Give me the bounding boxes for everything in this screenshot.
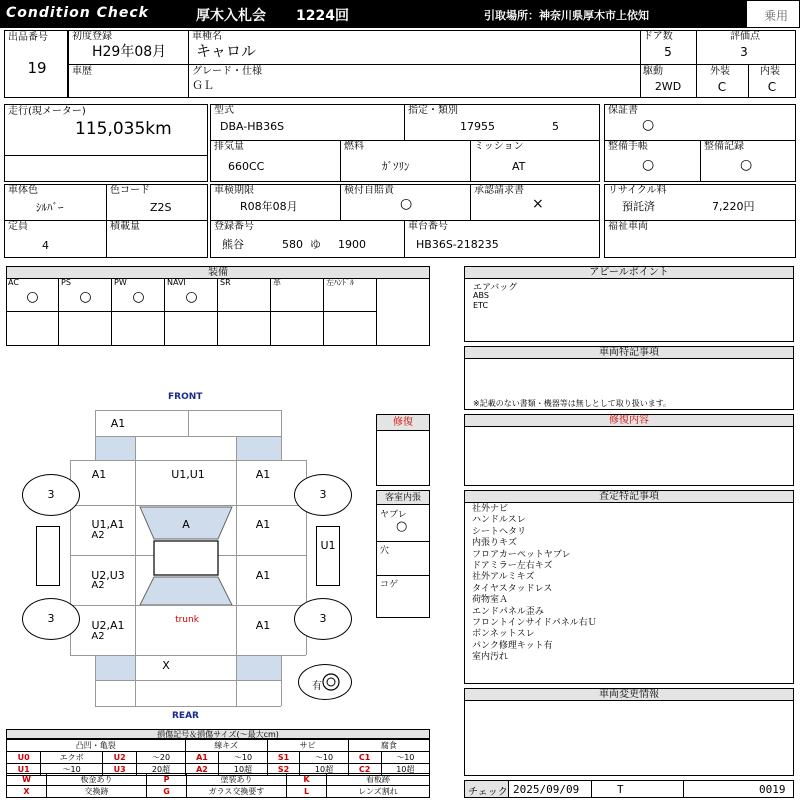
equipment-label: PS bbox=[61, 278, 71, 287]
legend-desc: 10超 bbox=[300, 764, 348, 776]
bonnet-top-mark: A1 bbox=[110, 417, 126, 430]
rr-quarter-mark: A1 bbox=[255, 619, 271, 632]
legend-desc: 交換跡 bbox=[47, 786, 147, 798]
equipment-col bbox=[271, 278, 324, 345]
appeal-panel bbox=[464, 266, 794, 342]
fuel-label: 燃料 bbox=[344, 141, 364, 152]
legend-code: L bbox=[287, 786, 327, 798]
exterior-value: C bbox=[717, 80, 727, 94]
fl-fender-mark: A1 bbox=[91, 468, 107, 481]
lot-number-cell bbox=[4, 30, 68, 98]
equipment-mark: ○ bbox=[26, 289, 39, 305]
assessment-line: 荷物室Ａ bbox=[472, 595, 509, 606]
legend-desc: ～10 bbox=[41, 764, 103, 776]
repair-box bbox=[376, 414, 430, 486]
tire-rear-right: 3 bbox=[294, 598, 352, 640]
color-label: 車体色 bbox=[8, 185, 38, 196]
equipment-label: NAVI bbox=[167, 278, 186, 287]
assessment-line: 室内汚れ bbox=[472, 652, 509, 663]
roof-front-mark: U1,U1 bbox=[171, 468, 205, 481]
equipment-label: SR bbox=[220, 278, 231, 287]
equipment-label: AC bbox=[8, 278, 19, 287]
front-left-corner bbox=[96, 437, 135, 460]
drive-label: 駆動 bbox=[643, 66, 663, 77]
capacity-value: 4 bbox=[42, 239, 49, 252]
equipment-col bbox=[165, 278, 218, 345]
insurance-value: ○ bbox=[400, 196, 413, 212]
exterior-label: 外装 bbox=[710, 66, 730, 77]
legend-repair-table bbox=[6, 773, 430, 798]
mission-label: ミッション bbox=[474, 141, 524, 152]
legend-desc: ～10 bbox=[300, 752, 348, 764]
trunk-label: trunk bbox=[175, 615, 199, 625]
interior-burn-label: コゲ bbox=[380, 580, 399, 590]
maintenance-label: 整備記録 bbox=[704, 141, 744, 152]
equipment-label: 革 bbox=[273, 278, 281, 287]
check-inspector: T bbox=[617, 783, 624, 796]
legend-desc: ～20 bbox=[137, 752, 185, 764]
equipment-col bbox=[59, 278, 112, 345]
displacement-value: 660CC bbox=[228, 160, 265, 173]
legend-code: S2 bbox=[267, 764, 300, 776]
legend-desc: ガラス交換要す bbox=[187, 786, 287, 798]
windshield-mark: A bbox=[182, 518, 190, 531]
special-notes-panel bbox=[464, 346, 794, 410]
rr-door-mark: A1 bbox=[255, 569, 271, 582]
warranty-value: ○ bbox=[642, 117, 655, 133]
assessment-line: ドアミラー左右キズ bbox=[472, 561, 553, 571]
assessment-panel bbox=[464, 490, 794, 684]
designation-label: 指定・類別 bbox=[408, 105, 458, 116]
model-name-value: キャロル bbox=[196, 42, 257, 60]
equipment-mark: ○ bbox=[132, 289, 145, 305]
spare-tire-label: 有 bbox=[312, 681, 322, 692]
plate-number: 1900 bbox=[338, 238, 366, 251]
fuel-value: ｶﾞｿﾘﾝ bbox=[382, 160, 410, 173]
rear-left-corner bbox=[96, 656, 135, 680]
type-label: 型式 bbox=[214, 105, 234, 116]
repair-title: 修復 bbox=[377, 415, 429, 431]
equipment-col bbox=[218, 278, 271, 345]
special-notes-disclaimer: ※記載のない書類・機器等は無しとして取り扱います。 bbox=[473, 399, 672, 408]
assessment-line: シートヘタリ bbox=[472, 526, 527, 537]
header-bar bbox=[0, 0, 800, 28]
legend-damage-table bbox=[6, 739, 430, 776]
assessment-line: ハンドルスレ bbox=[472, 515, 526, 526]
assessment-line: エンドパネル歪み bbox=[472, 606, 544, 617]
interior-hole-label: 穴 bbox=[380, 546, 390, 556]
roof-panel bbox=[154, 541, 218, 575]
rear-right-corner bbox=[237, 656, 281, 680]
auction-number: 1224回 bbox=[296, 8, 349, 24]
equipment-mark: ○ bbox=[79, 289, 92, 305]
color-code-label: 色コード bbox=[110, 185, 150, 196]
spare-tire-icon bbox=[322, 673, 340, 691]
legend-desc: レンズ割れ bbox=[327, 786, 430, 798]
legend-desc: 板金あり bbox=[47, 774, 147, 786]
category-label: 乗用 bbox=[764, 9, 789, 23]
fl-door-mark-2: A2 bbox=[91, 530, 105, 541]
assessment-line: パンク修理キット有 bbox=[472, 640, 553, 651]
repair-content-panel bbox=[464, 414, 794, 486]
rear-bumper-mark: X bbox=[162, 659, 170, 672]
model-name-label: 車種名 bbox=[192, 31, 222, 42]
right-mirror-mark: U1 bbox=[320, 539, 336, 552]
interior-box bbox=[376, 490, 430, 618]
load-label: 積載量 bbox=[110, 221, 140, 232]
auction-name: 厚木入札会 bbox=[196, 8, 266, 24]
type-value: DBA-HB36S bbox=[220, 120, 285, 133]
plate-label: 登録番号 bbox=[214, 221, 254, 232]
recycle-status: 預託済 bbox=[622, 200, 655, 213]
legend-desc: 20超 bbox=[137, 764, 185, 776]
legend-header-scratch: 線キズ bbox=[185, 740, 267, 752]
check-date: 2025/09/09 bbox=[513, 783, 580, 796]
front-label: FRONT bbox=[168, 392, 203, 402]
legend-header-dent: 凸凹・亀裂 bbox=[7, 740, 186, 752]
first-registration-label: 初度登録 bbox=[72, 31, 112, 42]
inspection-label: 車検期限 bbox=[214, 185, 254, 196]
interior-tear-label: ヤブレ bbox=[380, 510, 407, 520]
legend-code: U0 bbox=[7, 752, 41, 764]
doors-label: ドア数 bbox=[643, 31, 673, 42]
plate-kana: ゆ bbox=[310, 238, 321, 251]
grade-value: ＧＬ bbox=[192, 79, 214, 92]
drive-value: 2WD bbox=[654, 80, 682, 93]
manual-value: ○ bbox=[642, 157, 655, 173]
assessment-line: フロアカーペットヤブレ bbox=[472, 549, 571, 560]
legend-desc: ～10 bbox=[219, 752, 267, 764]
interior-label: 内装 bbox=[760, 66, 780, 77]
rear-glass bbox=[140, 577, 232, 605]
legend-desc: エクボ bbox=[41, 752, 103, 764]
legend-code: A2 bbox=[185, 764, 219, 776]
color-code-value: Z2S bbox=[150, 201, 172, 214]
plate-area: 熊谷 bbox=[222, 238, 244, 251]
appeal-title: アピールポイント bbox=[465, 267, 793, 279]
grade-label: グレード・仕様 bbox=[192, 66, 262, 77]
special-notes-title: 車両特記事項 bbox=[465, 347, 793, 359]
equipment-label: 左ﾊﾝﾄﾞﾙ bbox=[326, 278, 354, 287]
approval-value: × bbox=[532, 196, 544, 212]
legend-code: K bbox=[287, 774, 327, 786]
appeal-line-3: ETC bbox=[473, 301, 489, 310]
legend-code: U1 bbox=[7, 764, 41, 776]
legend-code: G bbox=[147, 786, 187, 798]
assessment-line: ボンネットスレ bbox=[472, 629, 535, 640]
legend-desc: 10超 bbox=[381, 764, 429, 776]
legend-code: C1 bbox=[348, 752, 381, 764]
brand-title: Condition Check bbox=[6, 5, 149, 21]
left-mirror bbox=[36, 526, 60, 586]
legend-desc: ～10 bbox=[381, 752, 429, 764]
equipment-label: PW bbox=[114, 278, 127, 287]
legend-code: W bbox=[7, 774, 47, 786]
legend-header-rust: サビ bbox=[267, 740, 348, 752]
check-row bbox=[464, 780, 794, 798]
legend-code: S1 bbox=[267, 752, 300, 764]
displacement-label: 排気量 bbox=[214, 141, 244, 152]
legend-code: P bbox=[147, 774, 187, 786]
mission-value: AT bbox=[512, 160, 526, 173]
fr-fender-mark: A1 bbox=[255, 468, 271, 481]
class-value: 5 bbox=[552, 120, 559, 133]
tire-front-right: 3 bbox=[294, 474, 352, 516]
legend-code: U3 bbox=[102, 764, 136, 776]
rear-label: REAR bbox=[172, 711, 199, 721]
lot-number-value: 19 bbox=[27, 59, 47, 77]
plate-class: 580 bbox=[282, 238, 303, 251]
assessment-title: 査定特記事項 bbox=[465, 491, 793, 503]
approval-label: 承認請求書 bbox=[474, 185, 524, 196]
manual-label: 整備手帳 bbox=[608, 141, 648, 152]
legend-code: C2 bbox=[348, 764, 381, 776]
designation-value: 17955 bbox=[460, 120, 495, 133]
legend-desc: 10超 bbox=[219, 764, 267, 776]
capacity-label: 定員 bbox=[8, 221, 28, 232]
interior-value: C bbox=[767, 80, 777, 94]
legend-header-corrosion: 腐食 bbox=[348, 740, 429, 752]
equipment-col bbox=[324, 278, 377, 345]
equipment-title: 装備 bbox=[7, 267, 429, 279]
recycle-label: リサイクル料 bbox=[608, 185, 667, 196]
rl-door-mark: U2,U3 bbox=[91, 569, 125, 582]
score-value: 3 bbox=[740, 45, 748, 59]
mileage-cell bbox=[4, 104, 208, 182]
maintenance-value: ○ bbox=[740, 157, 753, 173]
rl-quarter-mark: U2,A1 bbox=[91, 619, 125, 632]
inspection-value: R08年08月 bbox=[240, 200, 298, 213]
rl-door-mark-2: A2 bbox=[91, 580, 105, 591]
assessment-line: フロントインサイドパネル右Ｕ bbox=[472, 618, 597, 628]
equipment-mark: ○ bbox=[185, 289, 198, 305]
mileage-label: 走行(現メーター) bbox=[8, 106, 86, 117]
chassis-value: HB36S-218235 bbox=[416, 238, 499, 251]
pickup-location: 引取場所：神奈川県厚木市上依知 bbox=[484, 9, 649, 22]
appeal-line-2: ABS bbox=[473, 291, 489, 300]
recycle-amount: 7,220円 bbox=[712, 200, 755, 213]
change-info-panel bbox=[464, 688, 794, 776]
equipment-col bbox=[6, 278, 59, 345]
chassis-label: 車台番号 bbox=[408, 221, 448, 232]
appeal-line-1: エアバッグ bbox=[473, 283, 518, 293]
legend-code: U2 bbox=[102, 752, 136, 764]
lot-number-label: 出品番号 bbox=[8, 32, 48, 43]
first-registration-value: H29年08月 bbox=[92, 44, 167, 60]
front-right-corner bbox=[237, 437, 281, 460]
welfare-label: 福祉車両 bbox=[608, 221, 648, 232]
check-number: 0019 bbox=[759, 783, 786, 796]
assessment-line: 社外アルミキズ bbox=[472, 572, 535, 583]
assessment-line: 社外ナビ bbox=[472, 504, 509, 514]
assessment-line: 内張りキズ bbox=[472, 538, 517, 549]
check-label: チェック bbox=[468, 787, 508, 798]
legend-desc: 塗装あり bbox=[187, 774, 287, 786]
fr-door-mark: A1 bbox=[255, 518, 271, 531]
assessment-line: タイヤスタッドレス bbox=[472, 583, 553, 594]
doors-value: 5 bbox=[664, 45, 672, 59]
color-value: ｼﾙﾊﾞｰ bbox=[36, 201, 64, 214]
legend-desc: 看板跡 bbox=[327, 774, 430, 786]
tire-rear-left: 3 bbox=[22, 598, 80, 640]
warranty-label: 保証書 bbox=[608, 105, 638, 116]
insurance-label: 検付自賠責 bbox=[344, 185, 394, 196]
legend-code: A1 bbox=[185, 752, 219, 764]
legend-title: 損傷記号＆損傷サイズ(～最大cm) bbox=[6, 729, 430, 739]
equipment-col bbox=[112, 278, 165, 345]
legend-code: X bbox=[7, 786, 47, 798]
tire-front-left: 3 bbox=[22, 474, 80, 516]
change-info-title: 車両変更情報 bbox=[465, 689, 793, 701]
rl-quarter-mark-2: A2 bbox=[91, 631, 105, 642]
score-label: 評価点 bbox=[730, 31, 760, 42]
interior-title: 客室内張 bbox=[377, 491, 429, 505]
interior-tear-mark: ○ bbox=[396, 519, 408, 534]
category-cell bbox=[746, 0, 800, 28]
history-label: 車歴 bbox=[72, 66, 92, 77]
right-mirror bbox=[316, 526, 340, 586]
fl-door-mark: U1,A1 bbox=[91, 518, 125, 531]
repair-content-title: 修復内容 bbox=[465, 415, 793, 427]
mileage-value: 115,035km bbox=[75, 119, 172, 139]
